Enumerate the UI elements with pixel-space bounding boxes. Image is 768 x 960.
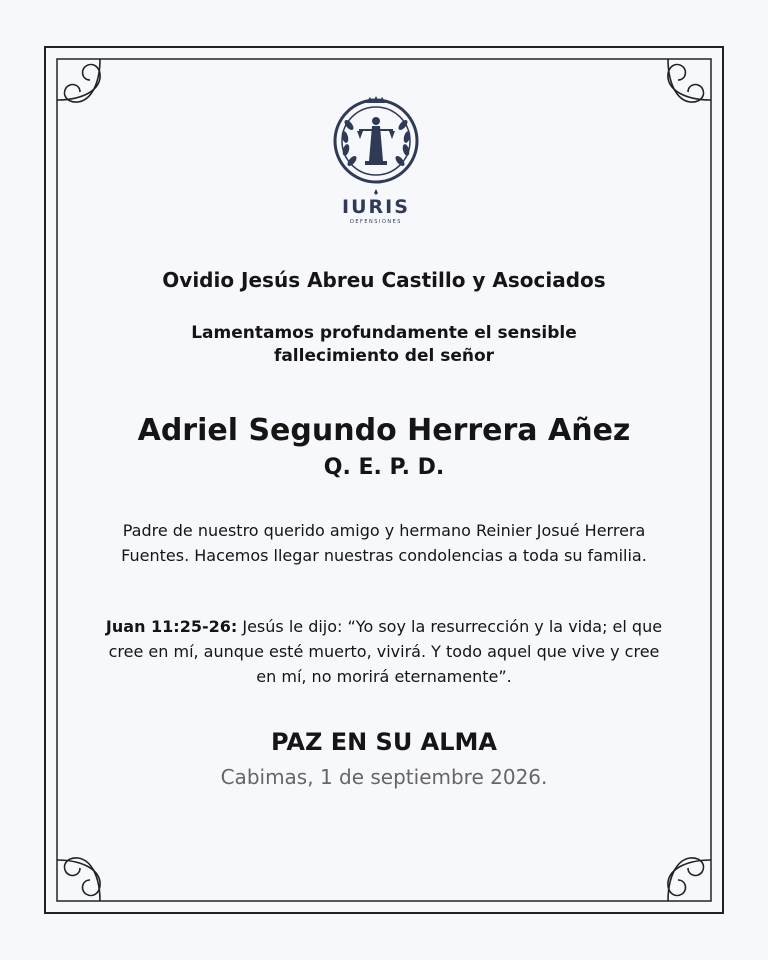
deceased-name: Adriel Segundo Herrera Añez [137, 413, 631, 448]
corner-flourish-bottom-right [668, 858, 711, 901]
corner-flourish-top-right [668, 59, 711, 102]
lament-message [0, 322, 768, 368]
bible-verse-paragraph [104, 614, 664, 689]
logo-brand: IURIS [342, 196, 410, 218]
iuris-logo [329, 95, 423, 227]
logo-tagline: DEFENSIONES [350, 219, 402, 225]
corner-flourish-top-left [57, 59, 100, 102]
verse-reference: Juan 11:25-26: [105, 617, 238, 636]
lament-line-2: fallecimiento del señor [273, 346, 495, 366]
verse-text: Jesús le dijo: “Yo soy la resurrección y la vida; el que cree en mí, aunque esté muerto, vivirá. Y todo aquel que vive y cree en mí, no morirá eternamente”. [108, 617, 663, 686]
firm-name: Ovidio Jesús Abreu Castillo y Asociados [162, 268, 606, 292]
lament-line-1: Lamentamos profundamente el sensible [191, 323, 577, 343]
qepd-abbreviation: Q. E. P. D. [323, 455, 445, 480]
corner-flourish-bottom-left [57, 858, 100, 901]
condolence-paragraph: Padre de nuestro querido amigo y hermano Reinier Josué Herrera Fuentes. Hacemos llegar nuestras condolencias a toda su familia. [121, 521, 647, 565]
place-and-date: Cabimas, 1 de septiembre 2026. [220, 765, 548, 789]
closing-phrase: PAZ EN SU ALMA [270, 728, 497, 756]
